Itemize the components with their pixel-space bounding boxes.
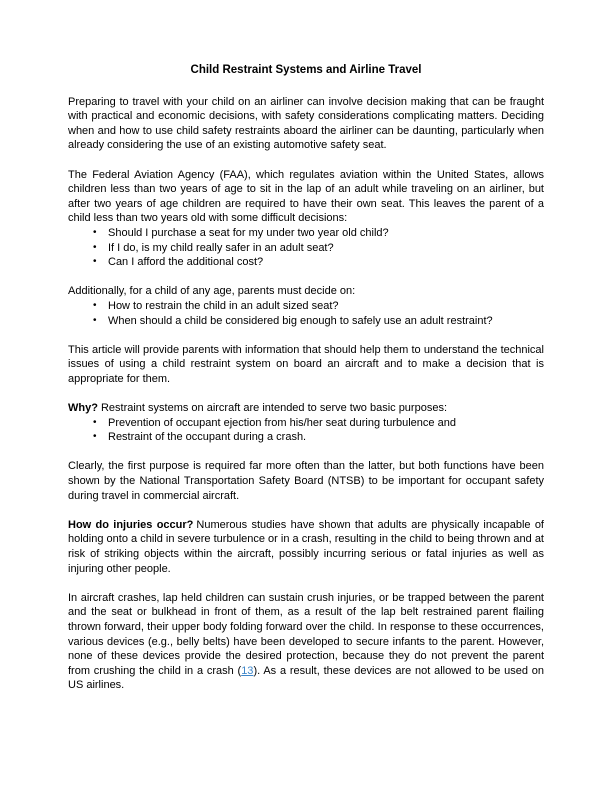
paragraph-text: ). As a result, these devices are not allowed to be used on US airlines. (68, 664, 544, 692)
list-item-text: Prevention of occupant ejection from his/her seat during turbulence and (108, 416, 456, 429)
paragraph-text: Restraint systems on aircraft are intended to serve two basic purposes: (100, 402, 448, 415)
why-paragraph (68, 401, 544, 416)
list-item-text: When should a child be considered big enough to safely use an adult restraint? (108, 314, 493, 327)
injuries-paragraph (68, 518, 544, 576)
list-item (68, 416, 544, 431)
any-age-decisions-paragraph: Additionally, for a child of any age, parents must decide on: (68, 285, 356, 298)
reference-13-link[interactable]: 13 (241, 664, 254, 677)
list-item-text: How to restrain the child in an adult sized seat? (108, 299, 339, 312)
bullet-icon: • (93, 416, 97, 428)
article-purpose-paragraph: This article will provide parents with information that should help them to understand the technical issues of using a child restraint system on board an aircraft and to make a decision that is appropriate for them. (68, 343, 544, 385)
ntsb-paragraph: Clearly, the first purpose is required far more often than the latter, but both functions have been shown by the National Transportation Safety Board (NTSB) to be important for occupant safety during travel in commercial aircraft. (68, 460, 544, 502)
intro-paragraph: Preparing to travel with your child on an airliner can involve decision making that can be fraught with practical and economic decisions, with safety considerations complicating matters. Deciding when and how to use child safety restraints aboard the airliner can be daunting, particularly when already considering the use of an existing automotive safety seat. (68, 95, 544, 152)
under-two-decisions-list (68, 226, 544, 270)
list-item-text: Restraint of the occupant during a crash. (108, 431, 307, 444)
list-item (68, 299, 544, 314)
injuries-section-heading: How do injuries occur? (68, 518, 194, 531)
list-item-text: Can I afford the additional cost? (108, 256, 264, 269)
list-item-text: Should I purchase a seat for my under two year old child? (108, 226, 389, 239)
any-age-decisions-list (68, 299, 544, 328)
paragraph-text: In aircraft crashes, lap held children can sustain crush injuries, or be trapped between the parent and the seat or bulkhead in front of them, as a result of the lap belt restrained parent flailing thrown forward, their upper body folding forward over the child. In response to these occurrences, various devices (e.g., belly belts) have been developed to secure infants to the parent. However, none of these devices provide the desired protection, because they do not prevent the parent from crushing the child in a crash ( (68, 591, 544, 677)
list-item-text: If I do, is my child really safer in an adult seat? (108, 241, 334, 254)
bullet-icon: • (93, 256, 97, 268)
crash-injuries-paragraph (68, 591, 544, 693)
bullet-icon: • (93, 431, 97, 443)
list-item (68, 255, 544, 270)
list-item (68, 241, 544, 256)
paragraph-text: Numerous studies have shown that adults are physically incapable of holding onto a child in severe turbulence or in a crash, resulting in the child to being thrown and at risk of striking objects within the aircraft, possibly incurring serious or fatal injuries as well as injuring other people. (68, 518, 544, 575)
why-section-heading: Why? (68, 402, 98, 415)
bullet-icon: • (93, 241, 97, 253)
faa-rules-paragraph: The Federal Aviation Agency (FAA), which regulates aviation within the United States, allows children less than two years of age to sit in the lap of an adult while traveling on an airliner, but after two years of age children are required to have their own seat. This leaves the parent of a child less than two years old with some difficult decisions: (68, 168, 544, 225)
list-item (68, 430, 544, 445)
bullet-icon: • (93, 299, 97, 311)
document-title: Child Restraint Systems and Airline Travel (190, 64, 422, 76)
bullet-icon: • (93, 314, 97, 326)
bullet-icon: • (93, 226, 97, 238)
list-item (68, 226, 544, 241)
list-item (68, 314, 544, 329)
restraint-purposes-list (68, 416, 544, 445)
